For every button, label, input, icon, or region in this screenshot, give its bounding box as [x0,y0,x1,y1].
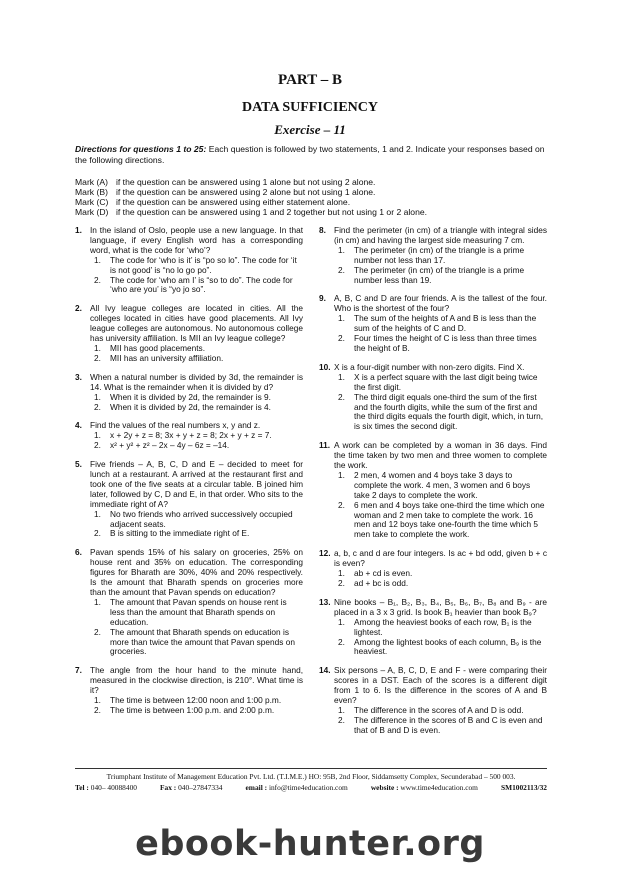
question-number: 7. [75,665,82,676]
statement-item [90,441,303,451]
directions [75,144,547,166]
statement-number: 1. [94,391,101,402]
statement-list [334,569,547,589]
statement-list [334,618,547,658]
directions-lead: Directions for questions 1 to 25: [75,144,207,154]
statement-number: 2. [338,391,345,402]
statement-item [90,529,303,539]
statement-text: Among the lightest books of each column, B₉ is the heaviest. [354,636,542,657]
statement-item [90,256,303,276]
statement-number: 1. [94,596,101,607]
statement-number: 1. [338,704,345,715]
mark-text: if the question can be answered using 2 alone but not using 1 alone. [116,187,376,197]
statement-text: The sum of the heights of A and B is less than the sum of the heights of C and D. [354,313,537,334]
statement-number: 1. [94,695,101,706]
statement-list [334,314,547,354]
statement-text: The code for ‘who am I’ is “so to do”. The code for ‘who are you’ is “yo jo so”. [110,274,293,295]
mark-label: Mark (B) [75,187,108,197]
question-item [75,666,303,716]
question-stem: The angle from the hour hand to the minute hand, measured in the clockwise direction, is 210°. What time is it? [90,665,303,696]
question-stem: Find the perimeter (in cm) of a triangle with integral sides (in cm) and having the largest side measuring 7 cm. [334,225,547,245]
statement-item [334,618,547,638]
statement-text: The difference in the scores of B and C is even and that of B and D is even. [354,714,543,735]
statement-text: ad + bc is odd. [354,578,409,588]
question-stem: Nine books – B₁, B₂, B₃, B₄, B₅, B₆, B₇, B₈ and B₉ - are placed in a 3 x 3 grid. Is book B₁ heavier than book B₉? [334,596,547,617]
question-stem: Find the values of the real numbers x, y and z. [90,420,261,431]
mark-row [75,187,427,197]
question-stem: Six persons – A, B, C, D, E and F - were comparing their scores in a DST. Each of the scores is a different digit from 1 to 6. Is the difference in the scores of A and B even? [334,665,547,706]
question-number: 9. [319,293,326,304]
statement-list [334,471,547,540]
statement-item [90,706,303,716]
statement-number: 2. [94,352,101,363]
statement-text: Four times the height of C is less than three times the height of B. [354,333,537,353]
statement-text: ab + cd is even. [354,568,413,579]
statement-text: MII has an university affiliation. [110,352,224,363]
mark-text: if the question can be answered using 1 and 2 together but not using 1 or 2 alone. [116,207,428,217]
page-footer [75,768,547,793]
question-stem: When a natural number is divided by 3d, the remainder is 14. What is the remainder when it is divided by d? [90,371,303,392]
question-item [319,294,547,353]
mark-key-list [75,177,427,217]
question-number: 4. [75,420,82,431]
statement-item [334,246,547,266]
statement-number: 1. [338,244,345,255]
question-number: 5. [75,459,82,470]
footer-rule [75,768,547,769]
statement-number: 1. [338,616,345,627]
question-item [319,549,547,589]
statement-number: 2. [338,333,345,344]
question-number: 3. [75,371,82,382]
statement-item [90,628,303,658]
question-number: 12. [319,548,331,559]
footer-code: SM1002113/32 [501,783,547,792]
footer-email: email : info@time4education.com [245,783,348,792]
statement-list [334,706,547,736]
watermark: ebook-hunter.org [135,824,485,864]
statement-text: 6 men and 4 boys take one-third the time which one woman and 2 men take to complete the work. 16 men and 12 boys take one-fourth the time which 5 men take to complete the work. [354,499,545,540]
statement-number: 2. [94,440,101,451]
question-number: 11. [319,440,331,451]
statement-number: 2. [94,274,101,285]
part-heading: PART – B [278,72,342,88]
question-number: 1. [75,225,82,235]
statement-list [90,510,303,540]
statement-text: The amount that Bharath spends on education is more than twice the amount that Pavan spends on groceries. [110,626,295,657]
statement-text: B is sitting to the immediate right of E. [110,528,250,539]
mark-row [75,177,427,187]
footer-website: website : www.time4education.com [370,783,478,792]
statement-number: 2. [94,528,101,539]
questions-left-column [75,226,303,725]
statement-item [334,393,547,433]
statement-list [90,598,303,657]
statement-text: The time is between 12:00 noon and 1:00 p.m. [110,695,282,706]
directions-text: Each question is followed by two statements, 1 and 2. Indicate your responses based on the following directions. [75,144,545,165]
statement-list [334,373,547,432]
statement-number: 2. [338,714,345,725]
statement-number: 1. [338,313,345,324]
mark-text: if the question can be answered using either statement alone. [116,197,351,207]
statement-number: 1. [338,469,345,480]
question-item [319,226,547,285]
question-number: 2. [75,303,82,314]
statement-number: 2. [338,636,345,647]
statement-text: When it is divided by 2d, the remainder is 4. [110,401,271,412]
question-stem: A, B, C and D are four friends. A is the tallest of the four. Who is the shortest of the four? [334,293,547,314]
statement-text: X is a perfect square with the last digit being twice the first digit. [354,371,538,392]
question-stem: Five friends – A, B, C, D and E – decided to meet for lunch at a restaurant. A arrived at the restaurant first and took one of the five seats at a circular table. B joined him later, followed by C, D and E, in that order. Who sits to the immediate right of A? [90,459,303,509]
statement-text: No two friends who arrived successively occupied adjacent seats. [110,508,293,529]
statement-item [334,314,547,334]
footer-tel: Tel : 040– 40088400 [75,783,137,792]
mark-label: Mark (D) [75,207,109,217]
statement-number: 2. [338,499,345,510]
statement-text: The time is between 1:00 p.m. and 2:00 p.m. [110,704,275,715]
statement-number: 1. [94,342,101,353]
statement-number: 1. [94,508,101,519]
statement-text: When it is divided by 2d, the remainder is 9. [110,391,271,402]
question-item [319,363,547,432]
question-stem: In the island of Oslo, people use a new language. In that language, if every English word has a corresponding word, what is the code for ‘who’? [90,225,303,255]
question-stem: a, b, c and d are four integers. Is ac + bd odd, given b + c is even? [334,548,547,569]
statement-item [334,579,547,589]
footer-fax: Fax : 040–27847334 [160,783,223,792]
mark-row [75,207,427,217]
statement-item [334,373,547,393]
statement-text: 2 men, 4 women and 4 boys take 3 days to complete the work. 4 men, 3 women and 6 boys take 2 days to complete the work. [354,469,531,500]
question-stem: A work can be completed by a woman in 36 days. Find the time taken by two men and three women to complete the work. [334,440,547,471]
statement-text: The difference in the scores of A and D is odd. [354,704,524,715]
exercise-heading: Exercise – 11 [274,122,346,137]
question-item [319,598,547,657]
statement-item [90,354,303,364]
question-item [319,441,547,540]
statement-item [90,403,303,413]
mark-text: if the question can be answered using 1 alone but not using 2 alone. [116,177,376,187]
question-item [75,460,303,539]
statement-item [334,716,547,736]
statement-text: Among the heaviest books of each row, B₁ is the lightest. [354,616,532,637]
section-heading: DATA SUFFICIENCY [242,100,378,115]
statement-list [90,256,303,296]
statement-item [334,638,547,658]
question-stem: Pavan spends 15% of his salary on groceries, 25% on house rent and 35% on education. The corresponding figures for Bharath are 30%, 40% and 20% respectively. Is the amount that Bharath spends on groceries more than the amount that Pavan spends on education? [90,547,303,597]
question-item [75,548,303,657]
question-item [75,304,303,363]
statement-list [90,344,303,364]
statement-number: 1. [94,430,101,441]
question-number: 13. [319,596,331,607]
statement-item [90,276,303,296]
mark-label: Mark (A) [75,177,108,187]
question-item [75,373,303,413]
statement-item [334,266,547,286]
question-number: 14. [319,665,331,676]
statement-list [90,696,303,716]
footer-address: Triumphant Institute of Management Education Pvt. Ltd. (T.I.M.E.) HO: 95B, 2nd Floor, Siddamsetty Complex, Secunderabad – 500 003. [106,772,516,781]
question-number: 6. [75,547,82,558]
statement-text: The perimeter (in cm) of the triangle is a prime number not less than 17. [354,244,525,265]
statement-text: The code for ‘who is it’ is “po so lo”. The code for ‘it is not good’ is “no lo go po”. [110,254,297,275]
footer-contacts [75,782,547,793]
statement-text: x² + y² + z² – 2x – 4y – 6z = –14. [110,440,230,451]
question-number: 8. [319,225,326,235]
statement-number: 2. [338,578,345,588]
statement-number: 1. [338,371,345,382]
statement-text: The third digit equals one-third the sum of the first and the fourth digits, while the sum of the first and the third digits equals the fourth digit, which, in turn, is six times the second digit. [354,391,544,432]
statement-number: 2. [338,264,345,275]
mark-row [75,197,427,207]
statement-number: 2. [94,704,101,715]
question-item [75,226,303,295]
statement-list [90,393,303,413]
statement-number: 1. [94,254,101,265]
question-number: 10. [319,361,331,372]
statement-list [334,246,547,286]
question-stem: X is a four-digit number with non-zero digits. Find X. [334,361,525,372]
questions-right-column [319,226,547,745]
statement-item [334,501,547,541]
statement-item [90,598,303,628]
question-item [319,666,547,735]
statement-item [90,510,303,530]
statement-item [334,471,547,501]
question-stem: All Ivy league colleges are located in cities. All the colleges located in cities have good placements. All Ivy league colleges are autonomous. No autonomous college has university affiliation. Is MII an Ivy league college? [90,303,303,344]
statement-text: x + 2y + z = 8; 3x + y + z = 8; 2x + y + z = 7. [110,430,272,441]
statement-text: MII has good placements. [110,342,206,353]
statement-item [334,334,547,354]
statement-number: 1. [338,568,345,579]
statement-list [90,431,303,451]
statement-text: The amount that Pavan spends on house rent is less than the amount that Bharath spends on education. [110,596,287,627]
mark-label: Mark (C) [75,197,109,207]
statement-number: 2. [94,401,101,412]
statement-text: The perimeter (in cm) of the triangle is a prime number less than 19. [354,264,525,285]
question-item [75,421,303,451]
statement-number: 2. [94,626,101,637]
